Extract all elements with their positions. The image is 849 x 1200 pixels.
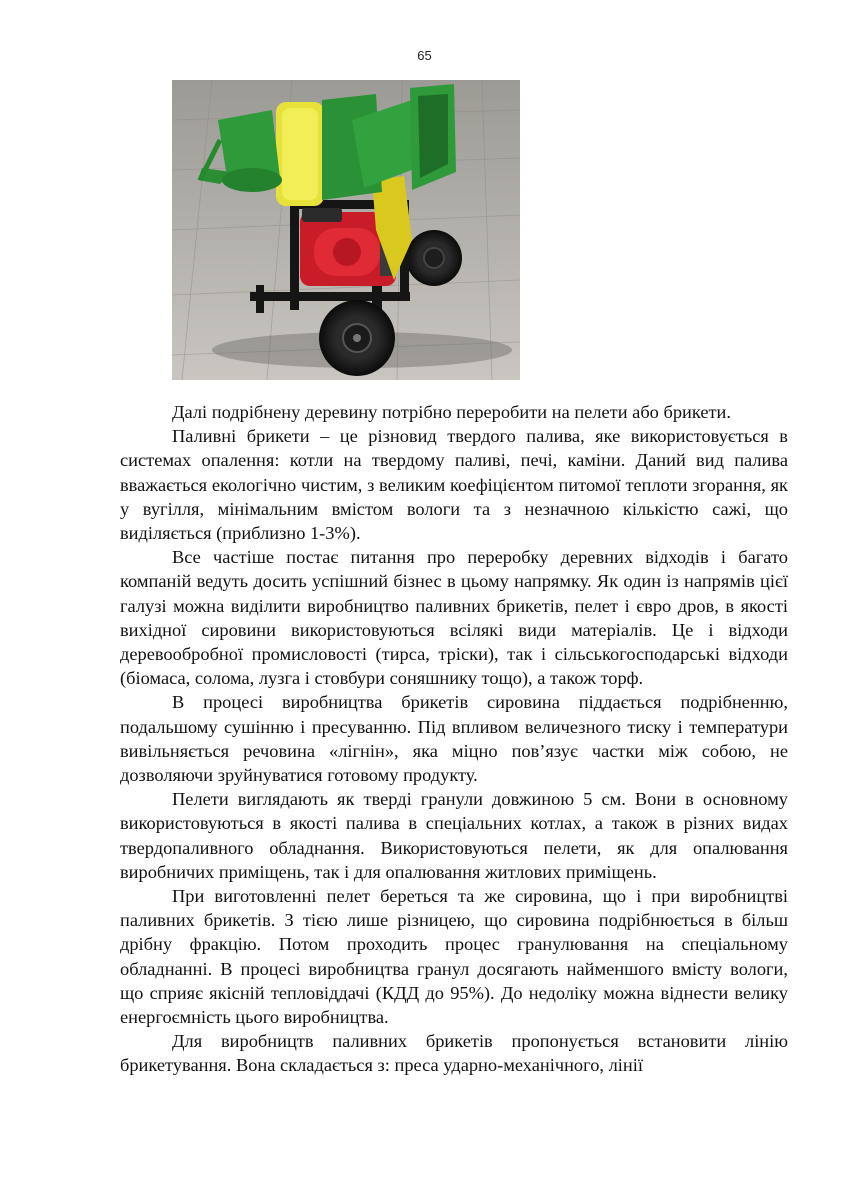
paragraph-4: В процесі виробництва брикетів сировина піддається подрібненню, подальшому сушінню і пресуванню. Під впливом величезного тиску і температури вивільняється речовина «лігнін», яка міцно пов’язує частки між собою, не дозволяючи зруйнуватися готовому продукту. xyxy=(120,692,788,786)
yellow-cover xyxy=(276,102,324,206)
paragraph-7: Для виробництв паливних брикетів пропонується встановити лінію брикетування. Вона складається з: преса ударно-механічного, лінії xyxy=(120,1031,788,1076)
paragraph-5: Пелети виглядають як тверді гранули довжиною 5 см. Вони в основному використовуються в якості палива в спеціальних котлах, а також в різних видах твердопаливного обладнання. Використовуються пелети, як для опалювання виробничих приміщень, так і для опалювання житлових приміщень. xyxy=(120,789,788,882)
wood-chipper-photo xyxy=(172,80,520,380)
paragraph-3: Все частіше постає питання про переробку деревних відходів і багато компаній ведуть досить успішний бізнес в цьому напрямку. Як один із напрямів цієї галузі можна виділити виробництво паливних брикетів, пелет і євро дров, в якості вихідної сировини використовуються всілякі види матеріалів. Це і відходи деревообробної промисловості (тирса, тріски), так і сільськогосподарські відходи (біомаса, солома, лузга і стовбури соняшнику тощо), а також торф. xyxy=(120,547,788,689)
paragraph-2: Паливні брикети – це різновид твердого палива, яке використовується в системах опалення: котли на твердому паливі, печі, каміни. Даний вид палива вважається екологічно чистим, з великим коефіцієнтом питомої теплоти згорання, як у вугілля, мінімальним вмістом вологи та з незначною кількістю сажі, що виділяється (приблизно 1-3%). xyxy=(120,426,788,544)
body-text xyxy=(120,400,788,1078)
rear-wheel xyxy=(406,230,462,286)
paragraph-6: При виготовленні пелет береться та же сировина, що і при виробництві паливних брикетів. З тією лише різницею, що сировина подрібнюється в більш дрібну фракцію. Потом проходить процес гранулювання на спеціальному обладнанні. В процесі виробництва гранул досягають найменшого вмісту вологи, що сприяє якісній тепловіддачі (КДД до 95%). До недоліку можна віднести велику енергоємність цього виробництва. xyxy=(120,886,788,1028)
front-wheel xyxy=(319,300,395,376)
page-number: 65 xyxy=(417,48,432,63)
paragraph-1: Далі подрібнену деревину потрібно переробити на пелети або брикети. xyxy=(172,402,731,422)
